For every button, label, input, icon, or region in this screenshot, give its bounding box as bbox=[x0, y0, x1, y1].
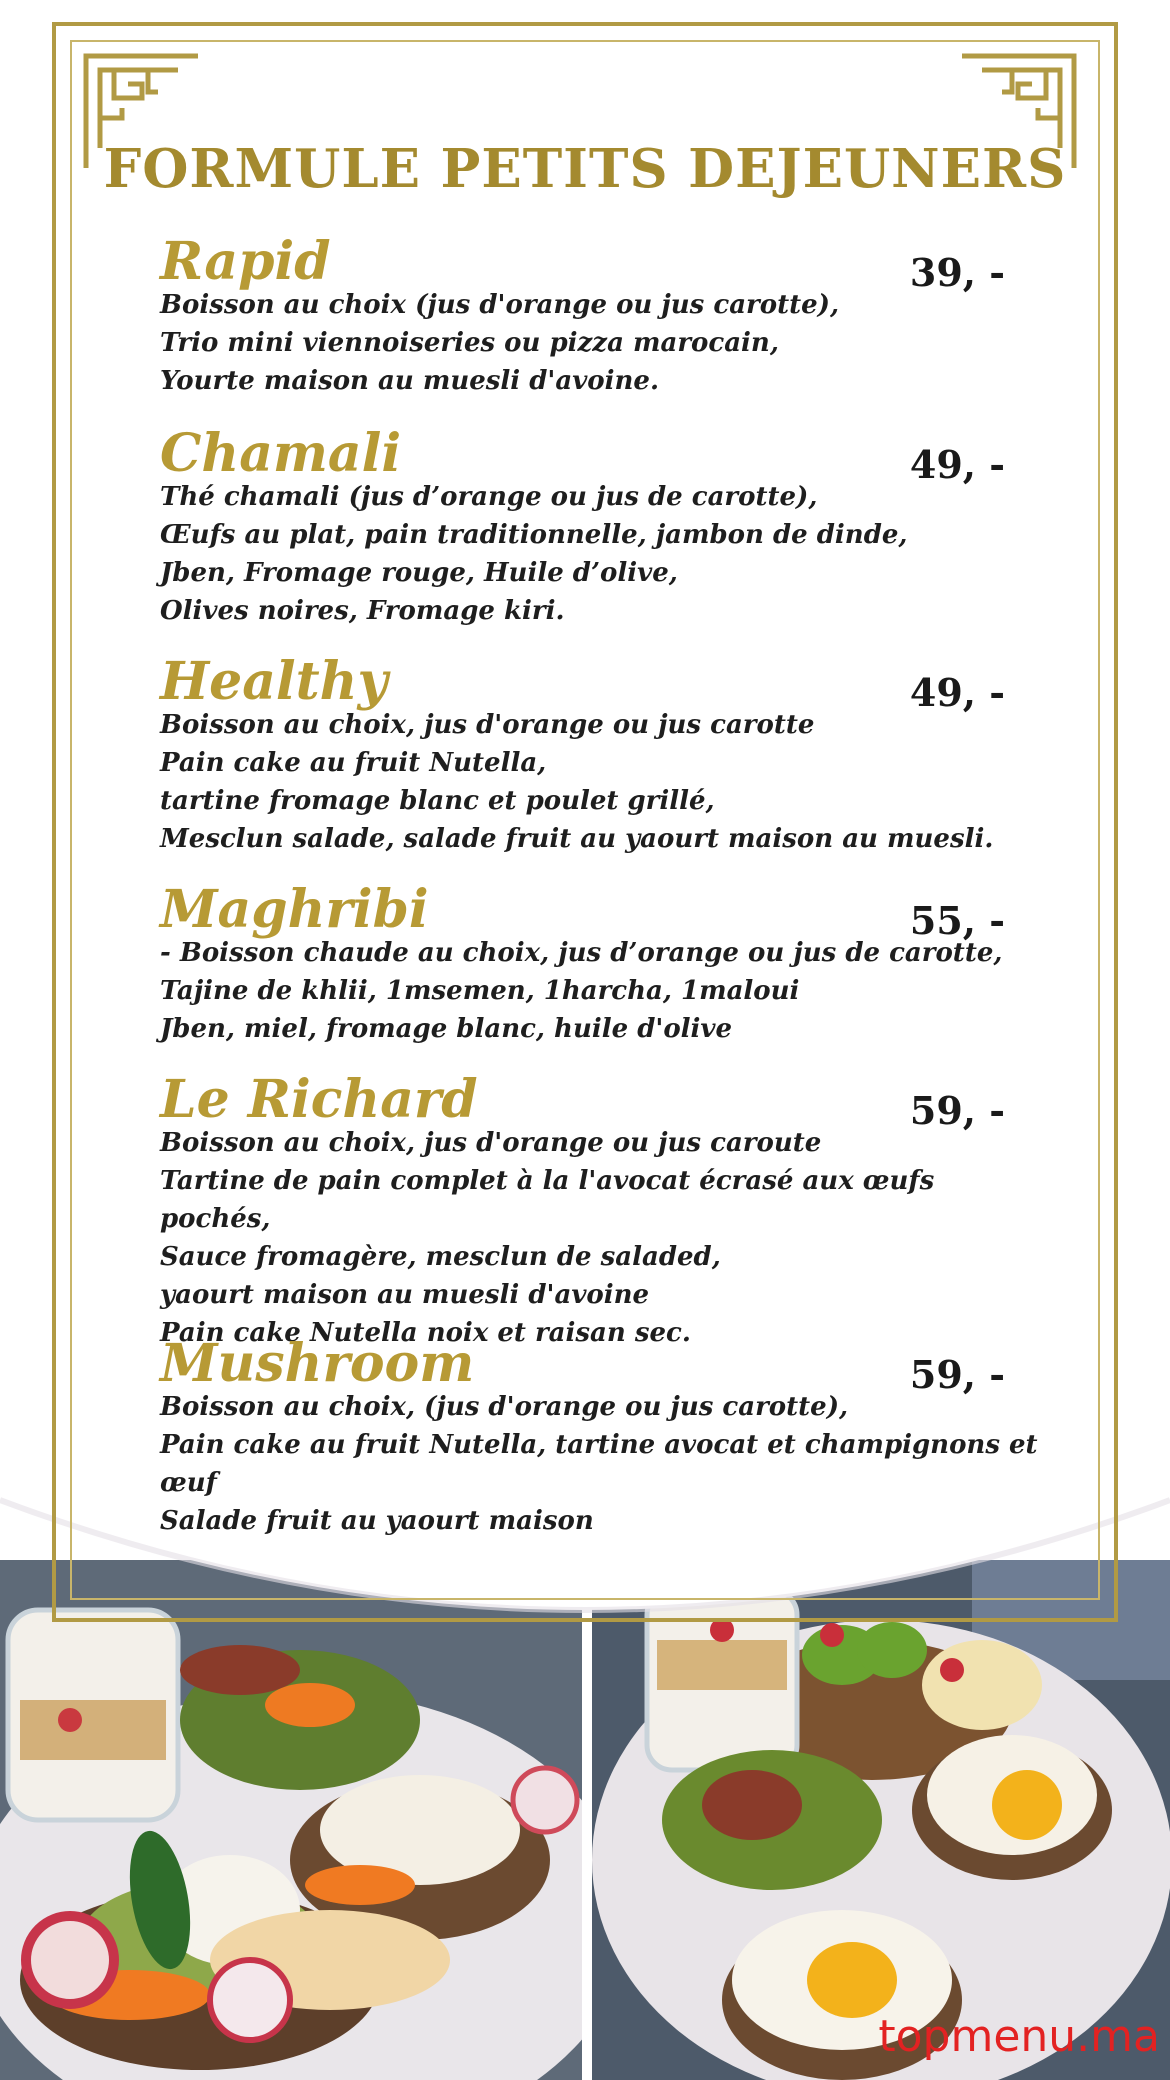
menu-item-mushroom bbox=[160, 1334, 1040, 1540]
desc-line: Trio mini viennoiseries ou pizza marocain, bbox=[160, 328, 779, 358]
desc-line: Mesclun salade, salade fruit au yaourt maison au muesli. bbox=[160, 824, 994, 854]
item-description bbox=[160, 1124, 1040, 1352]
desc-line: Thé chamali (jus d’orange ou jus de carotte), bbox=[160, 482, 818, 512]
watermark-text: topmenu.ma bbox=[878, 2011, 1160, 2062]
item-price: 49, - bbox=[909, 670, 1005, 715]
desc-line: Olives noires, Fromage kiri. bbox=[160, 596, 565, 626]
item-price: 59, - bbox=[909, 1352, 1005, 1397]
desc-line: Tartine de pain complet à la l'avocat écrasé aux œufs pochés, bbox=[160, 1166, 935, 1234]
menu-item-rapid bbox=[160, 232, 1040, 400]
desc-line: Pain cake au fruit Nutella, tartine avocat et champignons et œuf bbox=[160, 1430, 1038, 1498]
item-name: Mushroom bbox=[160, 1333, 475, 1394]
desc-line: yaourt maison au muesli d'avoine bbox=[160, 1280, 650, 1310]
desc-line: Tajine de khlii, 1msemen, 1harcha, 1maloui bbox=[160, 976, 800, 1006]
item-description bbox=[160, 478, 1040, 630]
desc-line: - Boisson chaude au choix, jus d’orange ou jus de carotte, bbox=[160, 938, 1003, 968]
item-name: Le Richard bbox=[160, 1069, 478, 1130]
desc-line: Jben, miel, fromage blanc, huile d'olive bbox=[160, 1014, 733, 1044]
item-name: Maghribi bbox=[160, 879, 429, 940]
desc-line: Œufs au plat, pain traditionnelle, jambon de dinde, bbox=[160, 520, 908, 550]
menu-item-chamali bbox=[160, 424, 1040, 630]
item-price: 39, - bbox=[909, 250, 1005, 295]
desc-line: Salade fruit au yaourt maison bbox=[160, 1506, 594, 1536]
menu-item-healthy bbox=[160, 652, 1040, 858]
desc-line: Pain cake au fruit Nutella, bbox=[160, 748, 547, 778]
item-name: Rapid bbox=[160, 231, 331, 292]
item-price: 55, - bbox=[909, 898, 1005, 943]
desc-line: Boisson au choix, (jus d'orange ou jus carotte), bbox=[160, 1392, 849, 1422]
menu-item-le-richard bbox=[160, 1070, 1040, 1352]
desc-line: Jben, Fromage rouge, Huile d’olive, bbox=[160, 558, 678, 588]
item-name: Chamali bbox=[160, 423, 402, 484]
item-price: 59, - bbox=[909, 1088, 1005, 1133]
desc-line: Boisson au choix, jus d'orange ou jus caroute bbox=[160, 1128, 822, 1158]
menu-item-maghribi bbox=[160, 880, 1040, 1048]
item-description bbox=[160, 934, 1040, 1048]
item-description bbox=[160, 286, 1040, 400]
item-description bbox=[160, 1388, 1040, 1540]
item-price: 49, - bbox=[909, 442, 1005, 487]
desc-line: Sauce fromagère, mesclun de saladed, bbox=[160, 1242, 721, 1272]
desc-line: Boisson au choix, jus d'orange ou jus carotte bbox=[160, 710, 815, 740]
desc-line: Pain cake Nutella noix et raisan sec. bbox=[160, 1318, 691, 1348]
menu-title: FORMULE PETITS DEJEUNERS bbox=[103, 138, 1067, 200]
desc-line: Boisson au choix (jus d'orange ou jus carotte), bbox=[160, 290, 840, 320]
desc-line: tartine fromage blanc et poulet grillé, bbox=[160, 786, 715, 816]
item-description bbox=[160, 706, 1040, 858]
item-name: Healthy bbox=[160, 651, 388, 712]
desc-line: Yourte maison au muesli d'avoine. bbox=[160, 366, 660, 396]
